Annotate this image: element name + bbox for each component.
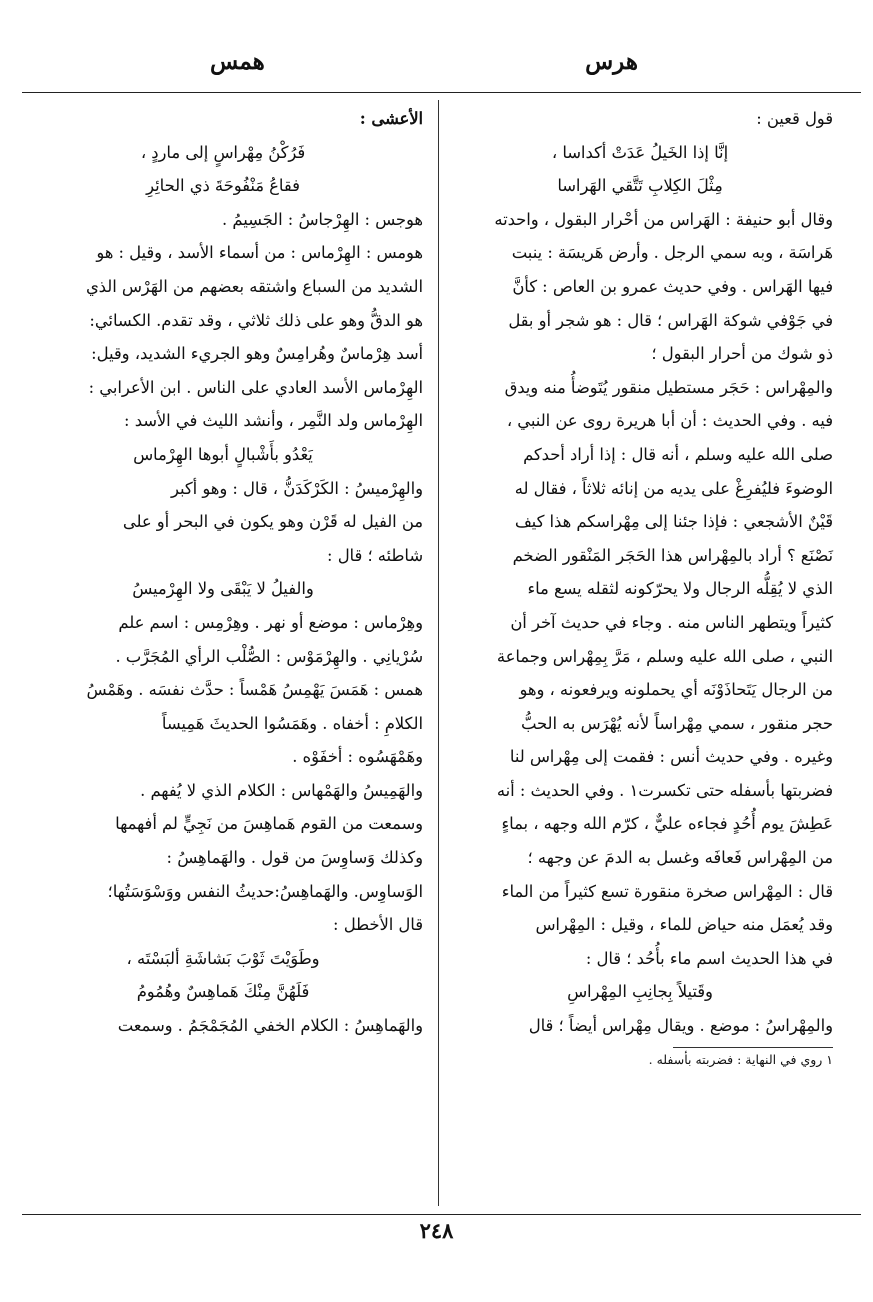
verse-line: فَرُكْنُ مِهْراسٍ إلى ماردٍ ، bbox=[140, 142, 306, 162]
footnote: ١ روي في النهاية : فضربته بأسفله . bbox=[648, 1051, 833, 1067]
text-line: وسمعت من القوم هَماهِسَ من نَجِيٍّ لم أفهمها bbox=[115, 814, 423, 834]
page-number: ٢٤٨ bbox=[419, 1218, 454, 1243]
text-line: قال الأخطل : bbox=[333, 915, 423, 935]
text-line: الذي لا يُقِلُّه الرجال ولا يحرّكونه لثقله يسع ماء bbox=[527, 579, 833, 599]
text-line: الهِرْماس الأسد العادي على الناس . ابن الأعرابي : bbox=[88, 377, 423, 397]
text-line: وهَمْهَسُوه : أخفَوْه . bbox=[292, 747, 423, 767]
text-line: في جَوْفي شوكة الهَراس ؛ قال : هو شجر أو بقل bbox=[508, 310, 833, 330]
verse-line: مِثْلَ الكِلابِ تَتَّقي الهَراسا bbox=[557, 176, 723, 196]
column-divider bbox=[438, 100, 439, 1206]
footnote-rule bbox=[673, 1047, 833, 1048]
text-line: والمِهْراسُ : موضع . ويقال مِهْراس أيضاً ؛ قال bbox=[528, 1016, 833, 1036]
text-line: وهِرْماس : موضع أو نهر . وهِرْمِس : اسم علم bbox=[118, 612, 423, 632]
verse-line: فقاعُ مَنْفُوحَةَ ذي الحائِرِ bbox=[146, 176, 300, 196]
text-line: فيه . وفي الحديث : أن أبا هريرة روى عن النبي ، bbox=[506, 411, 833, 431]
text-line: من المِهْراس فَعافَه وغسل به الدمَ عن وجهه ؛ bbox=[527, 848, 833, 868]
text-line: سُرْيانِي . والهِرْمَوْس : الصُّلْب الرأي المُجَرَّب . bbox=[115, 646, 423, 666]
text-line: والهَمِيسُ والهَمْهاس : الكلام الذي لا يُفهم . bbox=[140, 780, 423, 800]
right-column bbox=[447, 102, 833, 1070]
text-line: الشديد من السباع واشتقه بعضهم من الهَرْس الذي bbox=[85, 276, 423, 296]
text-line: والمِهْراس : حَجَر مستطيل منقور يُتَوضأُ منه ويدق bbox=[504, 377, 833, 397]
entry-line-hms: همس : هَمَسَ يَهْمِسُ هَمْساً : حدَّث نفسَه . وهَمْسُ bbox=[86, 680, 423, 700]
text-line: الوَساوِس. والهَماهِسُ:حديثُ النفس ووَسْوَسَتُها؛ bbox=[107, 881, 423, 901]
text-line: من الرجال يَتَحاذَوْنَه أي يحملونه ويرفعونه ، وهو bbox=[519, 680, 833, 700]
entry-line-hwms: هومس : الهِرْماس : من أسماء الأسد ، وقيل : هو bbox=[96, 243, 423, 263]
left-column bbox=[23, 102, 423, 1043]
verse-line: وطَوَيْتَ ثَوْبَ بَشاشَةِ ألبَسْتَه ، bbox=[126, 948, 320, 968]
text-line: شاطئه ؛ قال : bbox=[327, 545, 423, 565]
text-line: وقد يُعمَل منه حياض للماء ، وقيل : المِهْراس bbox=[535, 915, 833, 935]
text-line: وقال أبو حنيفة : الهَراس من أحْرار البقول ، واحدته bbox=[494, 209, 833, 229]
text-line: الكلامِ : أخفاه . وهَمَسُوا الحديثَ هَمِيساً bbox=[161, 713, 423, 733]
text-line: قَيْنٌ الأشجعي : فإذا جئنا إلى مِهْراسكم هذا كيف bbox=[514, 512, 833, 532]
page-header bbox=[0, 48, 873, 84]
text-line: وكذلك وَساوِسَ من قول . والهَماهِسُ : bbox=[166, 848, 423, 868]
text-line: هو الدقُّ وهو على ذلك ثلاثي ، وقد تقدم. الكسائي: bbox=[89, 310, 423, 330]
footer-rule bbox=[22, 1214, 861, 1215]
text-line: من الفيل له قَرْن وهو يكون في البحر أو على bbox=[122, 512, 423, 532]
text-line: فضربتها بأسفله حتى تكسرت١ . وفي الحديث : أنه bbox=[496, 780, 833, 800]
text-line: حجر منقور ، سمي مِهْراساً لأنه يُهْرَس به الحبُّ bbox=[521, 713, 833, 733]
text-line: ذو شوك من أحرار البقول ؛ bbox=[651, 344, 833, 364]
text-line: والهَماهِسُ : الكلام الخفي المُجَمْجَمُ . وسمعت bbox=[117, 1016, 423, 1036]
text-line: فيها الهَراس . وفي حديث عمرو بن العاص : كأنَّ bbox=[512, 276, 833, 296]
verse-line: وقَتيلاً بِجانِبِ المِهْراسِ bbox=[567, 982, 713, 1002]
text-line: النبي ، صلى الله عليه وسلم ، مَرَّ بِمِهْراس وجماعة bbox=[496, 646, 833, 666]
verse-line: والفيلُ لا يَبْقَى ولا الهِرْميسُ bbox=[132, 579, 314, 599]
text-line: وغيره . وفي حديث أنس : فقمت إلى مِهْراس لنا bbox=[509, 747, 833, 767]
text-line: قال : المِهْراس صخرة منقورة تسع كثيراً من الماء bbox=[501, 881, 833, 901]
text-line: كثيراً ويتطهر الناس منه . وجاء في حديث آخر أن bbox=[510, 612, 833, 632]
text-line: قول قعين : bbox=[756, 109, 833, 128]
text-line: الوضوءَ فليُفرِغْ على يديه من إنائه ثلاثاً ، فقال له bbox=[514, 478, 833, 498]
text-line: الهِرْماس ولد النَّمِر ، وأنشد الليث في الأسد : bbox=[124, 411, 423, 431]
text-line: الأعشى : bbox=[359, 109, 423, 128]
header-right-word: هرس bbox=[585, 48, 638, 75]
text-line: نَصْنَع ؟ أراد بالمِهْراس هذا الحَجَر المَنْقور الضخم bbox=[512, 545, 833, 565]
text-line: عَطِشَ يوم أُحُدٍ فجاءه عليٌّ ، كرّم الله وجهه ، بماءٍ bbox=[501, 814, 833, 834]
text-line: والهِرْميسُ : الكَرْكَدَنُّ ، قال : وهو أكبر bbox=[171, 478, 423, 498]
text-line: صلى الله عليه وسلم ، أنه قال : إذا أراد أحدكم bbox=[523, 444, 833, 464]
verse-line: فَلَهُنَّ مِنْكَ هَماهِسٌ وهُمُومُ bbox=[136, 982, 310, 1002]
text-line: أسد هِرْماسٌ وهُرامِسٌ وهو الجريء الشديد، وقيل: bbox=[91, 344, 423, 364]
verse-line: يَعْدُو بأَشْبالٍ أبوها الهِرْماس bbox=[133, 444, 313, 464]
text-line: في هذا الحديث اسم ماء بأُحُد ؛ قال : bbox=[585, 948, 833, 968]
verse-line: إنَّا إذا الخَيلُ عَدَتْ أكداسا ، bbox=[551, 142, 729, 162]
header-rule bbox=[22, 92, 861, 93]
entry-line-hwjs: هوجس : الهِرْجاسُ : الجَسِيمُ . bbox=[222, 209, 423, 229]
header-left-word: همس bbox=[210, 48, 265, 75]
text-line: هَراسَة ، وبه سمي الرجل . وأرض هَريسَة : ينبت bbox=[511, 243, 833, 263]
